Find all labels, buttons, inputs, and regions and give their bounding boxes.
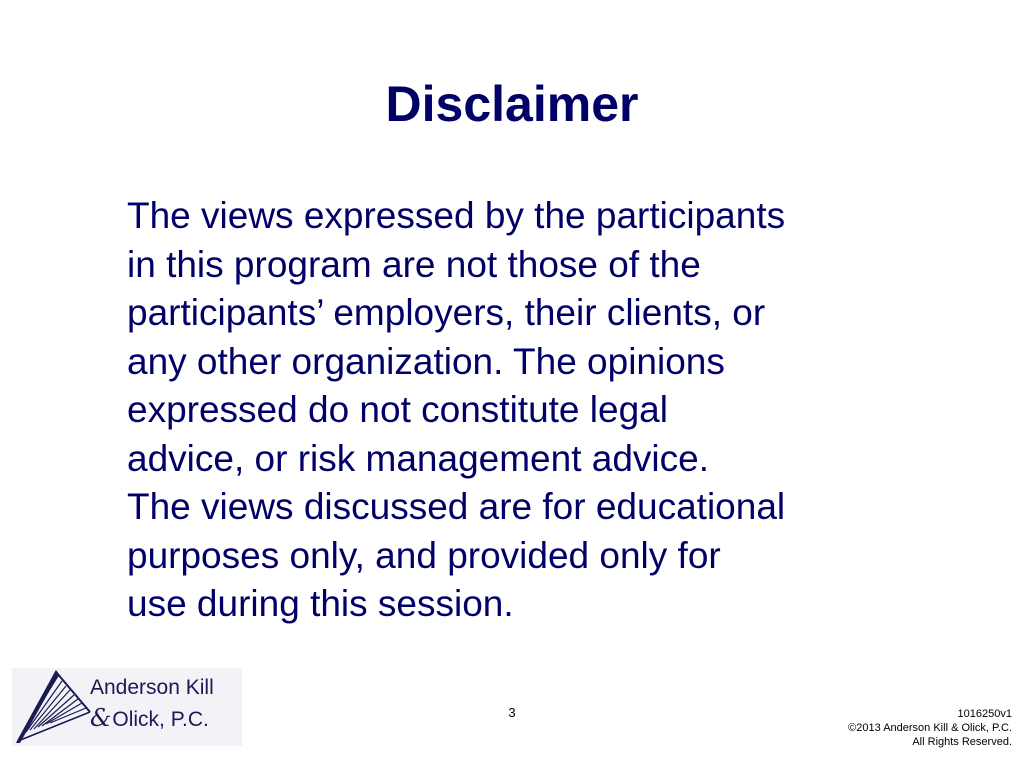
logo-text-olick: Olick, P.C.: [112, 708, 209, 731]
triangle-rays-logo-icon: [12, 668, 92, 746]
logo-ampersand: &: [90, 704, 112, 732]
logo-text-line1: Anderson Kill: [90, 676, 214, 699]
body-line: advice, or risk management advice.: [127, 437, 709, 479]
body-line: any other organization. The opinions: [127, 340, 725, 382]
body-line: in this program are not those of the: [127, 243, 701, 285]
body-line: expressed do not constitute legal: [127, 389, 668, 430]
document-id: 1016250v1: [957, 708, 1012, 720]
copyright-text: ©2013 Anderson Kill & Olick, P.C.: [848, 722, 1012, 734]
body-line: use during this session.: [127, 583, 514, 624]
body-line: The views expressed by the participants: [127, 195, 786, 236]
slide-title: Disclaimer: [385, 76, 639, 132]
body-line: The views discussed are for educational: [127, 486, 786, 527]
page-number: 3: [508, 705, 516, 720]
body-line: participants’ employers, their clients, or: [127, 292, 766, 333]
footer-info: [848, 707, 1012, 749]
logo-text-line2: [90, 704, 209, 732]
body-line: purposes only, and provided only for: [127, 534, 721, 576]
company-logo: [12, 668, 242, 746]
disclaimer-body: [127, 192, 967, 629]
rights-text: All Rights Reserved.: [912, 736, 1012, 748]
